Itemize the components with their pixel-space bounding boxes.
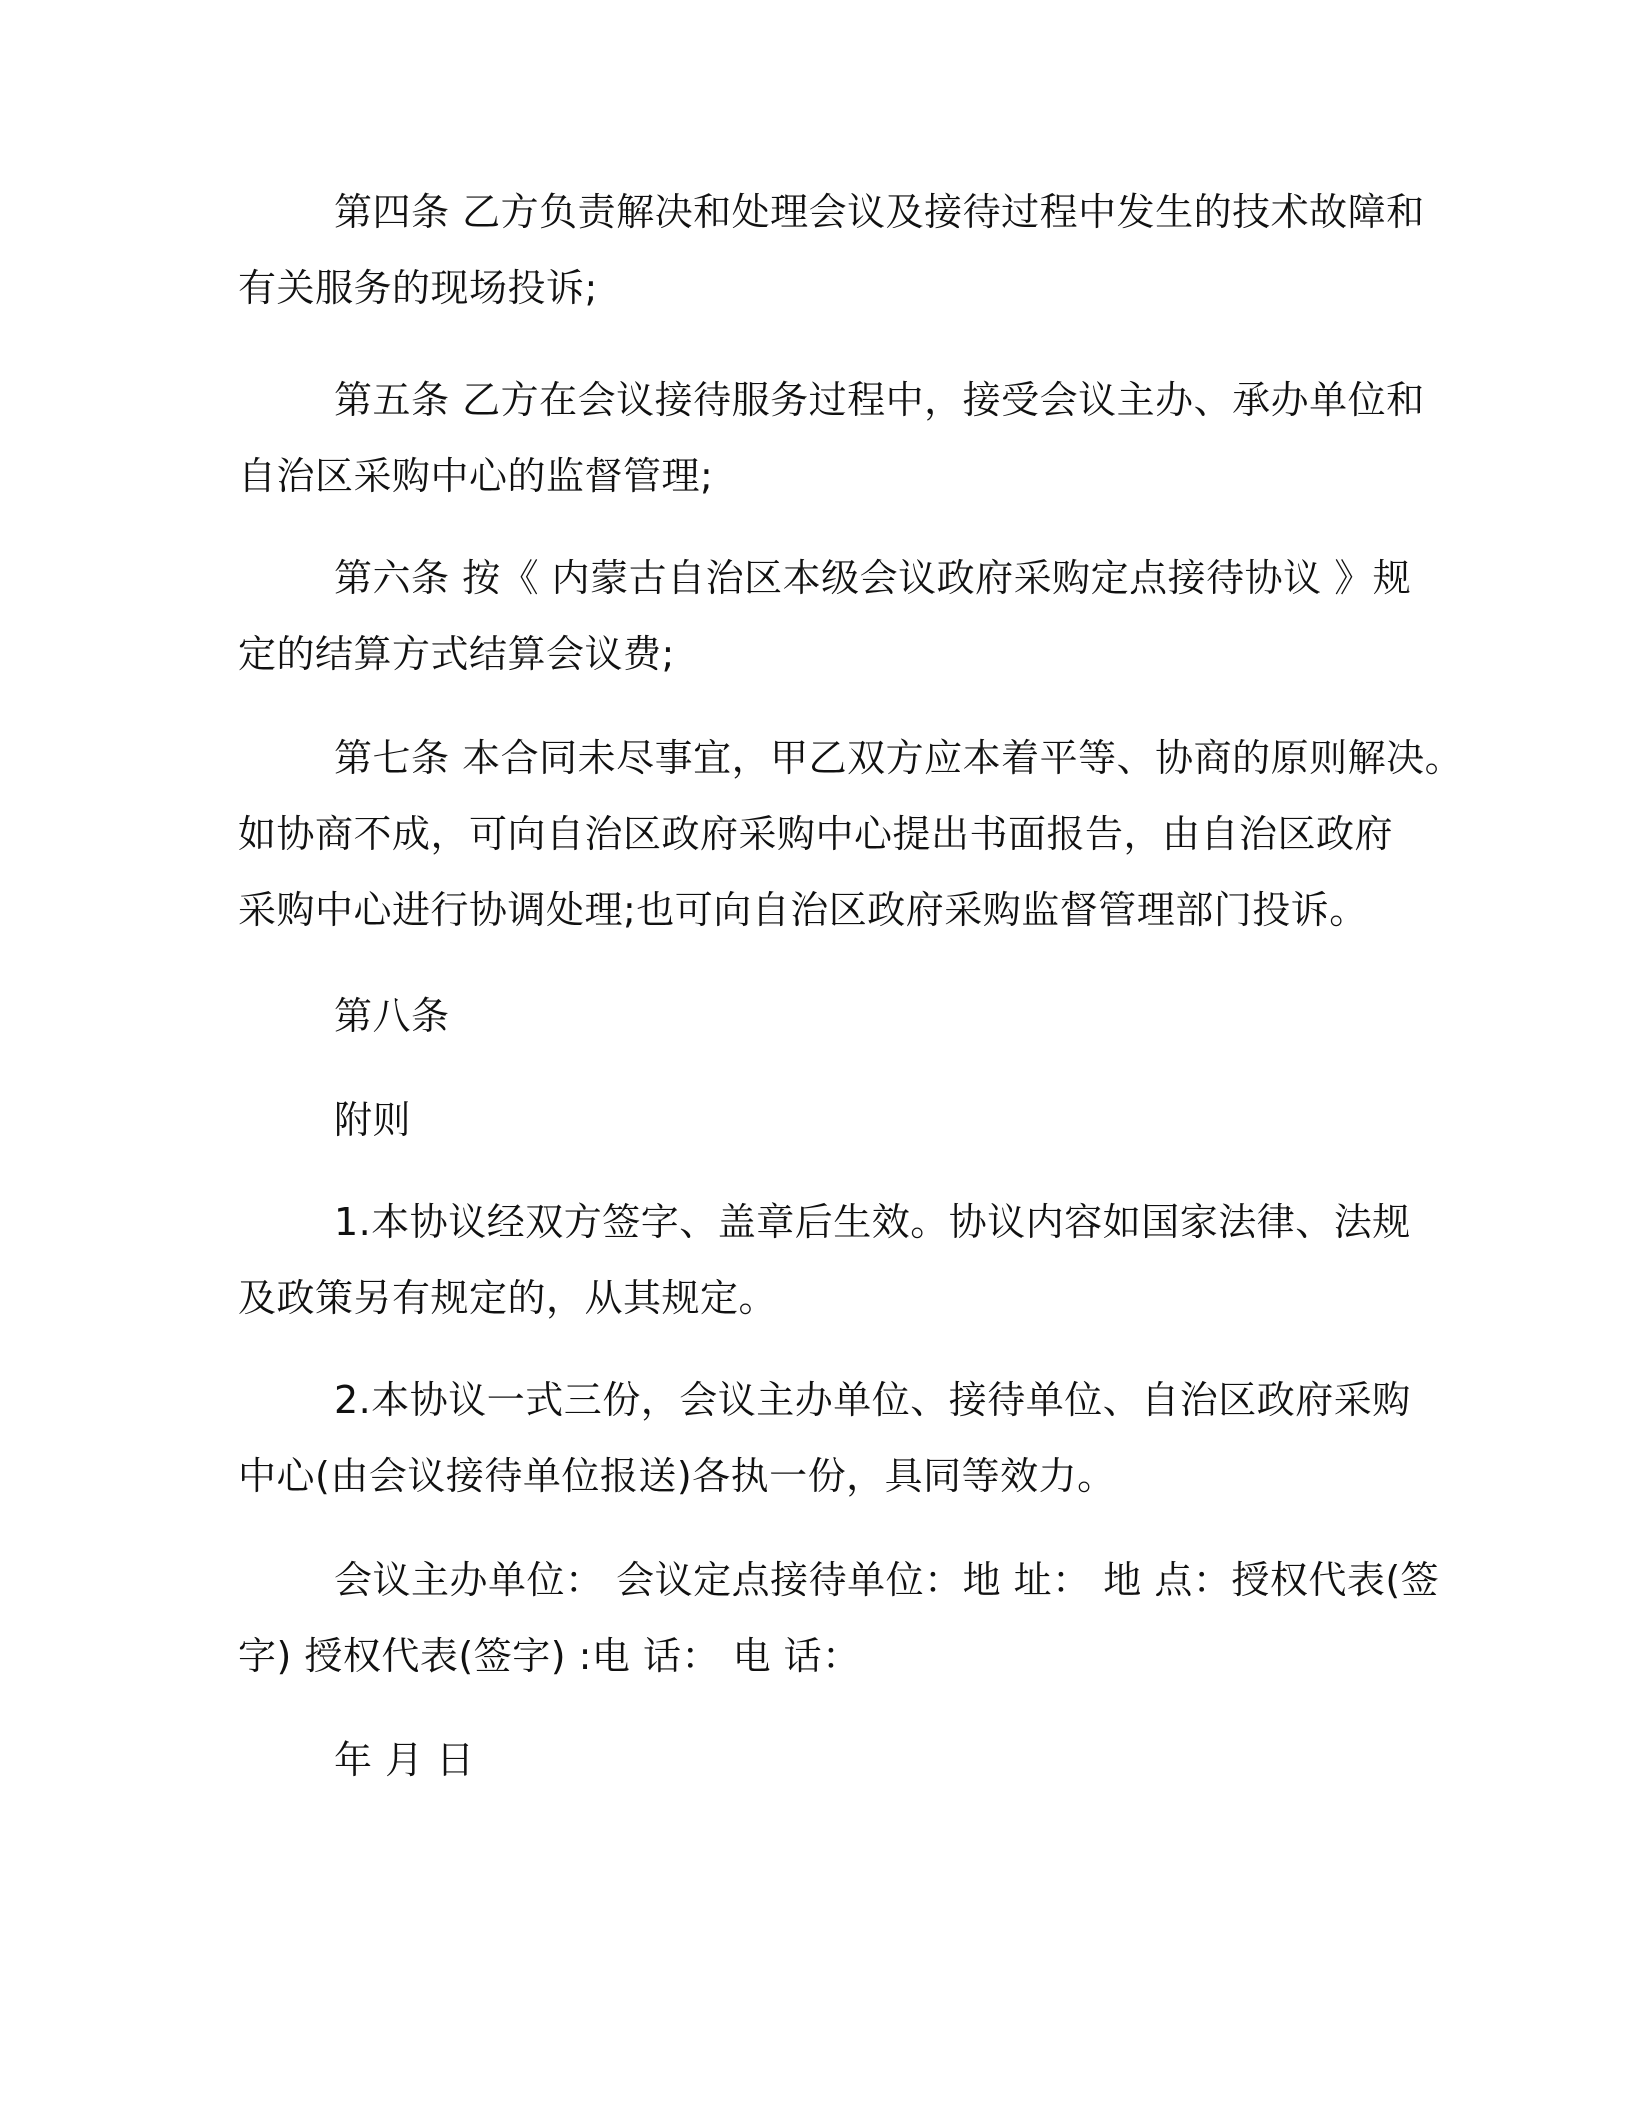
paragraph-line: 1.本协议经双方签字、盖章后生效。协议内容如国家法律、法规 (334, 1200, 1411, 1244)
paragraph-line: 第六条 按《 内蒙古自治区本级会议政府采购定点接待协议 》规 (334, 556, 1412, 600)
paragraph-line: 如协商不成，可向自治区政府采购中心提出书面报告，由自治区政府 (238, 812, 1394, 856)
appendix-heading (238, 1082, 1418, 1158)
paragraph-line: 2.本协议一式三份，会议主办单位、接待单位、自治区政府采购 (334, 1378, 1411, 1422)
paragraph-line: 中心(由会议接待单位报送)各执一份，具同等效力。 (238, 1454, 1116, 1498)
paragraph-line: 自治区采购中心的监督管理; (238, 454, 714, 498)
paragraph-line: 附则 (334, 1098, 412, 1142)
paragraph-line: 第七条 本合同未尽事宜，甲乙双方应本着平等、协商的原则解决。 (334, 736, 1464, 780)
paragraph-line: 字) 授权代表(签字) :电 话： 电 话： (238, 1634, 861, 1678)
paragraph-line: 定的结算方式结算会议费; (238, 632, 675, 676)
article-7-paragraph (238, 720, 1464, 948)
paragraph-line: 采购中心进行协调处理;也可向自治区政府采购监督管理部门投诉。 (238, 888, 1368, 932)
article-4-paragraph (238, 174, 1425, 326)
signature-block (238, 1542, 1440, 1694)
paragraph-line: 第五条 乙方在会议接待服务过程中，接受会议主办、承办单位和 (334, 378, 1425, 422)
appendix-item-2 (238, 1362, 1418, 1514)
paragraph-line: 第四条 乙方负责解决和处理会议及接待过程中发生的技术故障和 (334, 190, 1425, 234)
paragraph-line: 第八条 (334, 994, 450, 1038)
article-6-paragraph (238, 540, 1418, 692)
paragraph-line: 有关服务的现场投诉; (238, 266, 598, 310)
paragraph-line: 及政策另有规定的，从其规定。 (238, 1276, 778, 1320)
paragraph-line: 年 月 日 (334, 1738, 475, 1782)
article-8-paragraph (238, 978, 1418, 1054)
date-line (238, 1722, 1418, 1798)
article-5-paragraph (238, 362, 1425, 514)
appendix-item-1 (238, 1184, 1418, 1336)
paragraph-line: 会议主办单位： 会议定点接待单位：地 址： 地 点：授权代表(签 (334, 1558, 1440, 1602)
